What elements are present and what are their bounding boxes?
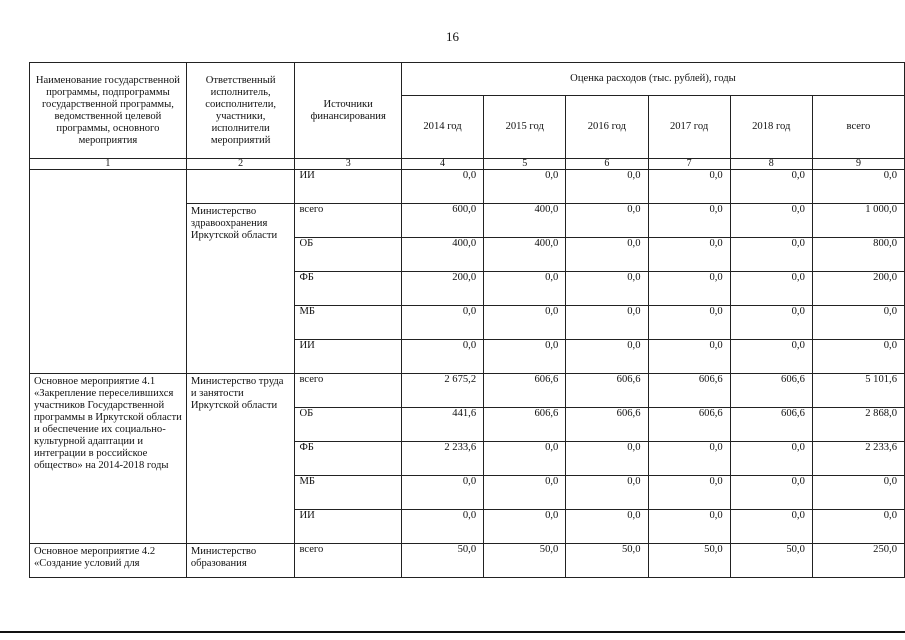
column-index: 4 bbox=[401, 159, 483, 170]
value-cell: 0,0 bbox=[484, 170, 566, 204]
value-cell: 2 233,6 bbox=[812, 442, 904, 476]
value-cell: 0,0 bbox=[648, 442, 730, 476]
value-cell: 0,0 bbox=[484, 340, 566, 374]
value-cell: 0,0 bbox=[566, 170, 648, 204]
value-cell: 0,0 bbox=[566, 340, 648, 374]
value-cell: 0,0 bbox=[566, 272, 648, 306]
value-cell: 5 101,6 bbox=[812, 374, 904, 408]
value-cell: 0,0 bbox=[401, 306, 483, 340]
table-row bbox=[30, 374, 905, 408]
value-cell: 0,0 bbox=[730, 510, 812, 544]
column-index: 7 bbox=[648, 159, 730, 170]
value-cell: 606,6 bbox=[566, 408, 648, 442]
value-cell: 0,0 bbox=[730, 238, 812, 272]
value-cell: 50,0 bbox=[648, 544, 730, 578]
value-cell: 606,6 bbox=[484, 374, 566, 408]
value-cell: 50,0 bbox=[730, 544, 812, 578]
budget-table bbox=[29, 62, 905, 578]
value-cell: 606,6 bbox=[730, 374, 812, 408]
value-cell: 2 233,6 bbox=[401, 442, 483, 476]
value-cell: 0,0 bbox=[812, 340, 904, 374]
program-name-cell: Основное мероприятие 4.1 «Закрепление переселившихся участников Государственной программы в Иркутской области и обеспечение их социально-культурной адаптации и интеграции в российское общество» на 2014-2018 годы bbox=[30, 374, 187, 544]
executor-cell: Министерство образования bbox=[186, 544, 295, 578]
funding-source-cell: ФБ bbox=[295, 272, 402, 306]
value-cell: 0,0 bbox=[566, 306, 648, 340]
value-cell: 250,0 bbox=[812, 544, 904, 578]
value-cell: 200,0 bbox=[812, 272, 904, 306]
column-index: 5 bbox=[484, 159, 566, 170]
value-cell: 0,0 bbox=[648, 340, 730, 374]
value-cell: 0,0 bbox=[484, 510, 566, 544]
header-year: 2017 год bbox=[648, 96, 730, 159]
value-cell: 0,0 bbox=[730, 476, 812, 510]
value-cell: 800,0 bbox=[812, 238, 904, 272]
value-cell: 0,0 bbox=[566, 238, 648, 272]
value-cell: 0,0 bbox=[730, 306, 812, 340]
value-cell: 400,0 bbox=[401, 238, 483, 272]
header-year: 2015 год bbox=[484, 96, 566, 159]
value-cell: 0,0 bbox=[648, 238, 730, 272]
value-cell: 2 868,0 bbox=[812, 408, 904, 442]
funding-source-cell: ИИ bbox=[295, 340, 402, 374]
table-row bbox=[30, 544, 905, 578]
funding-source-cell: МБ bbox=[295, 306, 402, 340]
value-cell: 0,0 bbox=[566, 476, 648, 510]
value-cell: 0,0 bbox=[484, 476, 566, 510]
funding-source-cell: МБ bbox=[295, 476, 402, 510]
column-index: 2 bbox=[186, 159, 295, 170]
value-cell: 0,0 bbox=[648, 510, 730, 544]
funding-source-cell: всего bbox=[295, 544, 402, 578]
funding-source-cell: ИИ bbox=[295, 510, 402, 544]
executor-cell bbox=[186, 170, 295, 204]
value-cell: 0,0 bbox=[401, 510, 483, 544]
header-total: всего bbox=[812, 96, 904, 159]
value-cell: 0,0 bbox=[648, 272, 730, 306]
column-index: 3 bbox=[295, 159, 402, 170]
value-cell: 0,0 bbox=[812, 170, 904, 204]
value-cell: 0,0 bbox=[401, 170, 483, 204]
value-cell: 0,0 bbox=[812, 510, 904, 544]
page-number: 16 bbox=[446, 29, 459, 44]
scan-bottom-edge bbox=[0, 631, 905, 633]
column-index: 6 bbox=[566, 159, 648, 170]
funding-source-cell: ИИ bbox=[295, 170, 402, 204]
header-expense-estimate: Оценка расходов (тыс. рублей), годы bbox=[401, 63, 904, 96]
column-index: 9 bbox=[812, 159, 904, 170]
value-cell: 0,0 bbox=[812, 306, 904, 340]
value-cell: 0,0 bbox=[566, 204, 648, 238]
value-cell: 606,6 bbox=[566, 374, 648, 408]
value-cell: 50,0 bbox=[401, 544, 483, 578]
header-row-1 bbox=[30, 63, 905, 96]
funding-source-cell: ОБ bbox=[295, 238, 402, 272]
value-cell: 50,0 bbox=[484, 544, 566, 578]
value-cell: 0,0 bbox=[648, 306, 730, 340]
value-cell: 0,0 bbox=[730, 442, 812, 476]
value-cell: 0,0 bbox=[730, 170, 812, 204]
value-cell: 0,0 bbox=[648, 476, 730, 510]
value-cell: 600,0 bbox=[401, 204, 483, 238]
funding-source-cell: ОБ bbox=[295, 408, 402, 442]
value-cell: 0,0 bbox=[730, 340, 812, 374]
value-cell: 606,6 bbox=[484, 408, 566, 442]
value-cell: 0,0 bbox=[401, 476, 483, 510]
value-cell: 0,0 bbox=[566, 442, 648, 476]
value-cell: 1 000,0 bbox=[812, 204, 904, 238]
value-cell: 606,6 bbox=[648, 374, 730, 408]
column-index-row bbox=[30, 159, 905, 170]
value-cell: 2 675,2 bbox=[401, 374, 483, 408]
header-executor: Ответственный исполнитель, соисполнители, участники, исполнители мероприятий bbox=[186, 63, 295, 159]
header-year: 2016 год bbox=[566, 96, 648, 159]
header-program-name: Наименование государственной программы, подпрограммы государственной программы, ведомственной целевой программы, основного мероприятия bbox=[30, 63, 187, 159]
value-cell: 0,0 bbox=[648, 170, 730, 204]
value-cell: 0,0 bbox=[484, 306, 566, 340]
value-cell: 50,0 bbox=[566, 544, 648, 578]
funding-source-cell: ФБ bbox=[295, 442, 402, 476]
funding-source-cell: всего bbox=[295, 374, 402, 408]
program-name-cell bbox=[30, 170, 187, 374]
value-cell: 0,0 bbox=[730, 272, 812, 306]
value-cell: 0,0 bbox=[484, 442, 566, 476]
value-cell: 0,0 bbox=[401, 340, 483, 374]
value-cell: 0,0 bbox=[812, 476, 904, 510]
column-index: 8 bbox=[730, 159, 812, 170]
executor-cell: Министерство здравоохранения Иркутской области bbox=[186, 204, 295, 374]
header-year: 2018 год bbox=[730, 96, 812, 159]
value-cell: 0,0 bbox=[484, 272, 566, 306]
funding-source-cell: всего bbox=[295, 204, 402, 238]
table-row bbox=[30, 170, 905, 204]
header-year: 2014 год bbox=[401, 96, 483, 159]
value-cell: 441,6 bbox=[401, 408, 483, 442]
value-cell: 0,0 bbox=[648, 204, 730, 238]
value-cell: 400,0 bbox=[484, 238, 566, 272]
program-name-cell: Основное мероприятие 4.2 «Создание условий для bbox=[30, 544, 187, 578]
value-cell: 200,0 bbox=[401, 272, 483, 306]
executor-cell: Министерство труда и занятости Иркутской области bbox=[186, 374, 295, 544]
value-cell: 606,6 bbox=[730, 408, 812, 442]
value-cell: 0,0 bbox=[566, 510, 648, 544]
value-cell: 606,6 bbox=[648, 408, 730, 442]
value-cell: 400,0 bbox=[484, 204, 566, 238]
header-funding-source: Источники финансирования bbox=[295, 63, 402, 159]
value-cell: 0,0 bbox=[730, 204, 812, 238]
column-index: 1 bbox=[30, 159, 187, 170]
